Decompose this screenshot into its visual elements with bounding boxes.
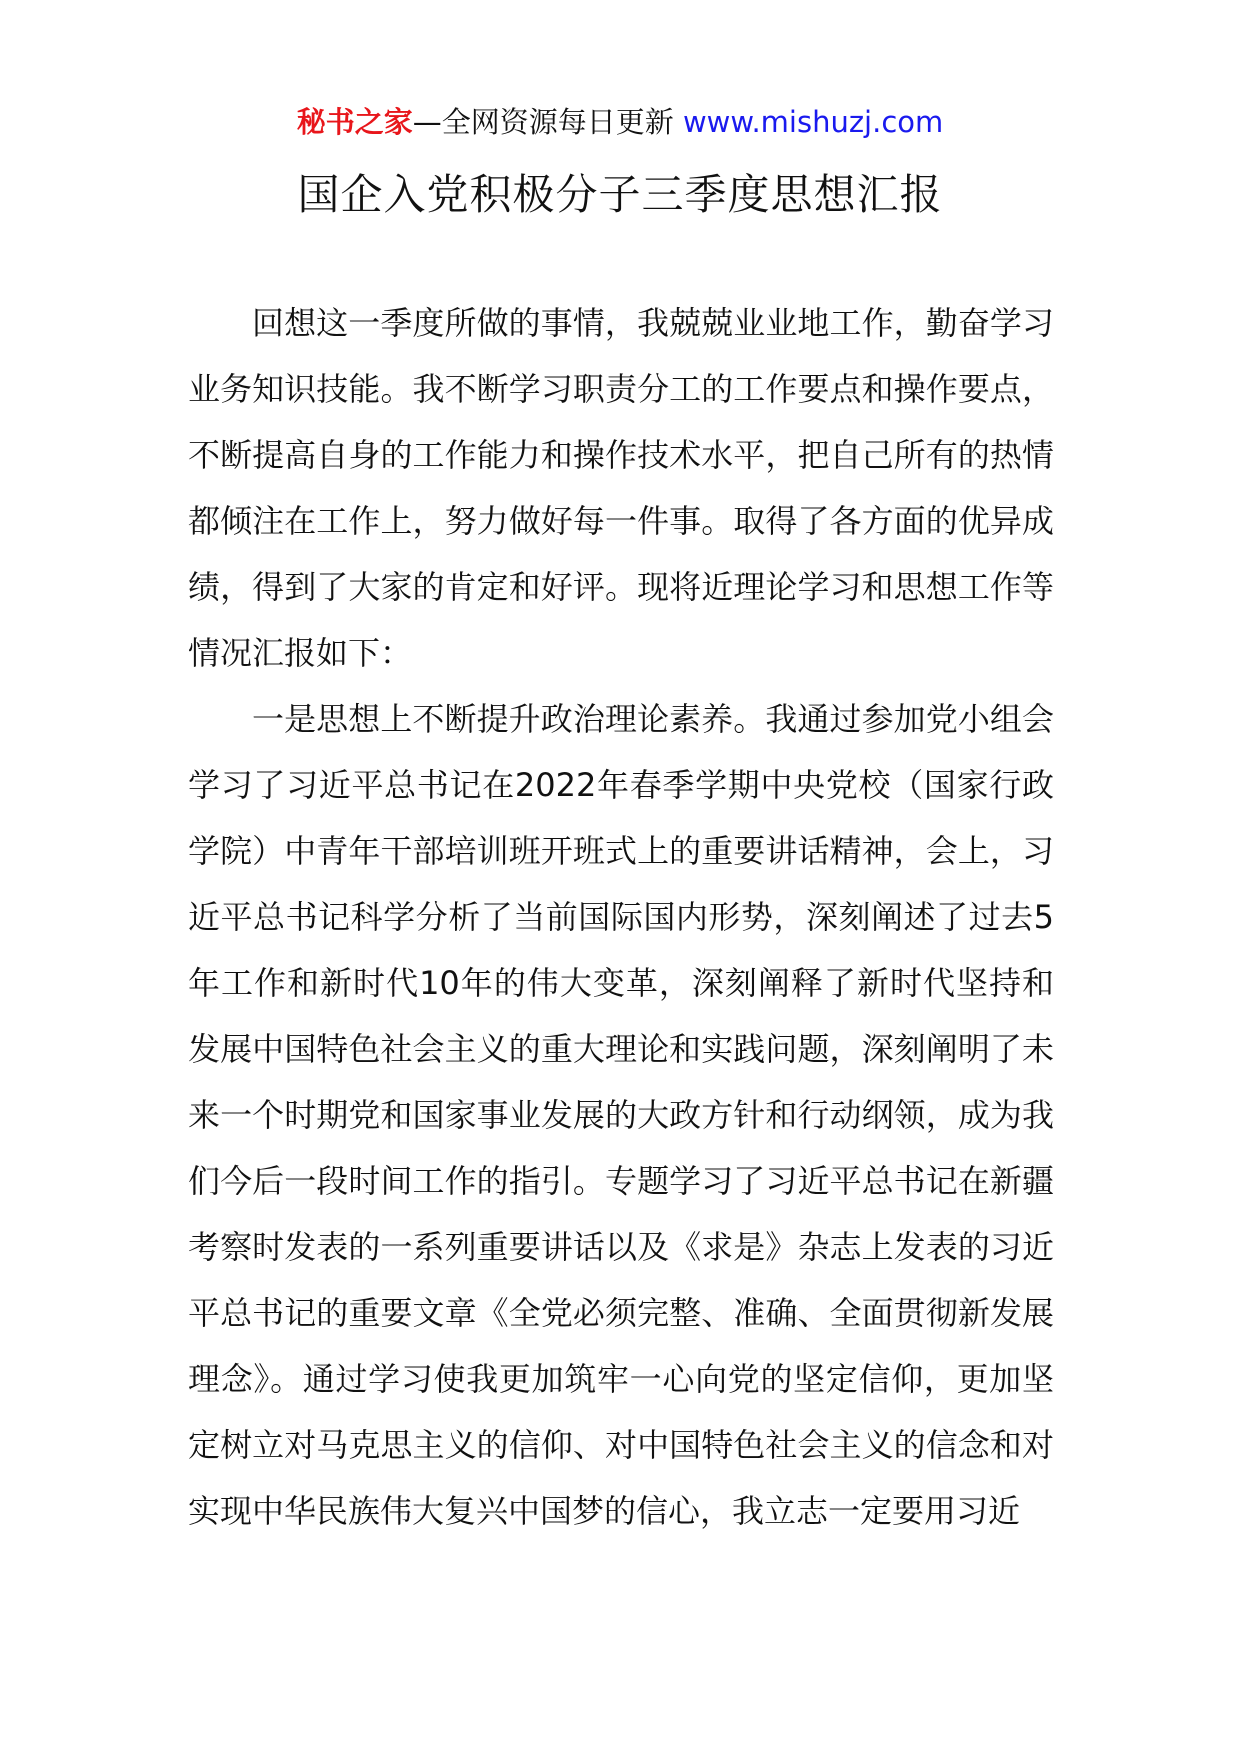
document-body xyxy=(188,290,1054,1544)
paragraph-point-one: 一是思想上不断提升政治理论素养。我通过参加党小组会学习了习近平总书记在2022年春季学期中央党校（国家行政学院）中青年干部培训班开班式上的重要讲话精神，会上，习近平总书记科学分析了当前国际国内形势，深刻阐述了过去5年工作和新时代10年的伟大变革，深刻阐释了新时代坚持和发展中国特色社会主义的重大理论和实践问题，深刻阐明了未来一个时期党和国家事业发展的大政方针和行动纲领，成为我们今后一段时间工作的指引。专题学习了习近平总书记在新疆考察时发表的一系列重要讲话以及《求是》杂志上发表的习近平总书记的重要文章《全党必须完整、准确、全面贯彻新发展理念》。通过学习使我更加筑牢一心向党的坚定信仰，更加坚定树立对马克思主义的信仰、对中国特色社会主义的信念和对实现中华民族伟大复兴中国梦的信心，我立志一定要用习近 xyxy=(188,700,1054,1530)
brand-name: 秘书之家 xyxy=(296,105,413,139)
site-url-link[interactable]: www.mishuzj.com xyxy=(682,105,944,139)
banner-tagline: —全网资源每日更新 xyxy=(412,105,683,139)
document-title: 国企入党积极分子三季度思想汇报 xyxy=(297,170,943,219)
site-banner xyxy=(0,102,1240,142)
paragraph-intro: 回想这一季度所做的事情，我兢兢业业地工作，勤奋学习业务知识技能。我不断学习职责分工的工作要点和操作要点，不断提高自身的工作能力和操作技术水平，把自己所有的热情都倾注在工作上，努力做好每一件事。取得了各方面的优异成绩，得到了大家的肯定和好评。现将近理论学习和思想工作等情况汇报如下： xyxy=(188,304,1054,672)
